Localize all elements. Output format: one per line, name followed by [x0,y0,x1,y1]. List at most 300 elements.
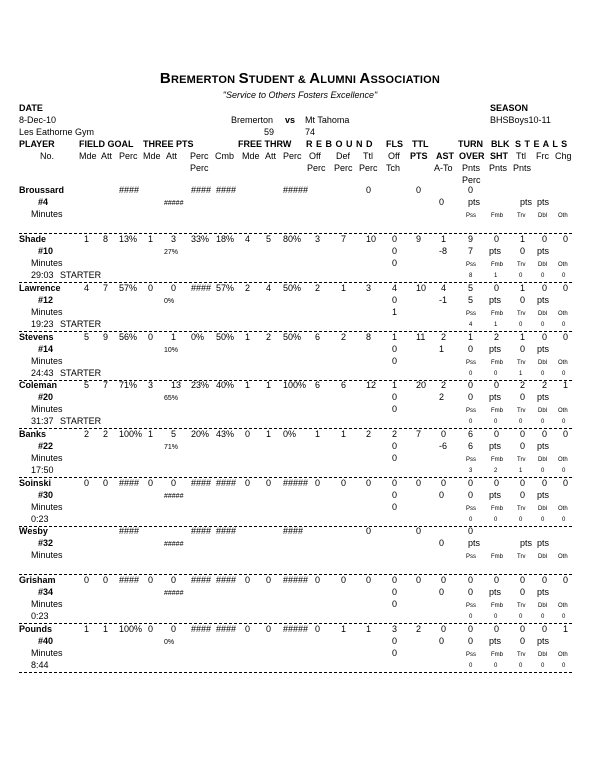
minutes-label: Minutes [31,307,63,317]
fg-made: 5 [84,380,90,390]
three-share: ##### [164,590,184,597]
starter-flag: STARTER [60,270,102,280]
three-percent: #### [191,283,212,293]
block-points: pts [489,490,502,500]
fmb-value: 2 [494,468,498,474]
block-points: pts [489,587,502,597]
total-points: 10 [416,283,427,293]
steals-ttl: 0 [520,429,526,439]
reb-ttl: 12 [366,380,377,390]
three-attempts: 1 [171,332,177,342]
col-ttl-pts-1: TTL [412,139,429,149]
steals-ttl: 0 [520,575,526,585]
player-number: #14 [38,344,54,354]
steals-chg: 0 [563,575,569,585]
dbl-label: Dbl [538,360,548,366]
ft-made: 0 [245,429,251,439]
trv-label: Trv [517,457,526,463]
oth-value: 0 [562,273,566,279]
oth-label: Oth [558,554,568,560]
pss-value: 0 [469,517,473,523]
fmb-value: 0 [494,371,498,377]
reb-off: 2 [315,283,321,293]
assist-to: 0 [439,538,445,548]
dbl-label: Dbl [538,213,548,219]
ft-attempts: 1 [266,380,272,390]
three-made: 1 [148,234,154,244]
oth-label: Oth [558,360,568,366]
combined-percent: #### [216,185,237,195]
player-name: Stevens [19,332,54,342]
trv-value: 0 [519,273,523,279]
minutes-label: Minutes [31,502,63,512]
col-reb-def: Def [336,151,351,161]
col-sht: SHT [490,151,508,161]
col-player: PLAYER [19,139,55,149]
total-points: 0 [416,478,422,488]
three-percent: 20% [191,429,210,439]
player-name: Pounds [19,624,52,634]
col-ttl-pts-2: PTS [410,151,428,161]
ft-attempts: 0 [266,478,272,488]
steal-pts-label: pts [537,197,550,207]
player-name: Broussard [19,185,65,195]
fouls-off: 0 [392,490,398,500]
three-share: 0% [164,639,175,646]
three-attempts: 5 [171,429,177,439]
fmb-label: Fmb [491,652,503,658]
oth-label: Oth [558,408,568,414]
pss-label: Pss [466,408,477,414]
three-share: 27% [164,249,179,256]
assists: 2 [441,380,447,390]
minutes-played: 0:23 [31,611,49,621]
col-three-pts: THREE PTS [143,139,194,149]
fouls-touch: 0 [392,356,398,366]
ft-made: 1 [245,332,251,342]
ft-made: 0 [245,575,251,585]
fmb-label: Fmb [491,311,503,317]
col-fg-att: Att [101,151,113,161]
trv-value: 1 [519,468,523,474]
trv-value: 0 [519,419,523,425]
assist-to: -8 [439,246,448,256]
block-points: pts [489,344,502,354]
player-block-shade [0,235,600,284]
reb-def: 0 [341,478,347,488]
ft-percent: #### [283,526,304,536]
minutes-label: Minutes [31,453,63,463]
minutes-played: 8:44 [31,660,49,670]
oth-label: Oth [558,213,568,219]
turnover-points: 0 [468,636,474,646]
col-fls: FLS [386,139,403,149]
total-points: 20 [416,380,427,390]
steals-chg: 1 [563,624,569,634]
oth-value: 0 [562,419,566,425]
combined-percent: #### [216,575,237,585]
minutes-played: 0:23 [31,514,49,524]
blocks: 0 [494,624,500,634]
three-percent: #### [191,185,212,195]
turnovers: 0 [468,575,474,585]
fmb-label: Fmb [491,506,503,512]
pss-label: Pss [466,554,477,560]
reb-def: 0 [341,575,347,585]
fmb-label: Fmb [491,262,503,268]
steals-chg: 0 [563,283,569,293]
minutes-label: Minutes [31,599,63,609]
col-tp-att: Att [166,151,178,161]
player-name: Banks [19,429,47,439]
fouls: 4 [392,283,398,293]
player-number: #4 [38,197,49,207]
oth-label: Oth [558,262,568,268]
minutes-label: Minutes [31,648,63,658]
combined-percent: 40% [216,380,235,390]
reb-def: 7 [341,234,347,244]
ft-percent: 50% [283,332,302,342]
col-no: No. [40,151,55,161]
reb-ttl: 2 [366,429,372,439]
blocks: 0 [494,234,500,244]
assists: 4 [441,283,447,293]
total-points: 7 [416,429,422,439]
starter-flag: STARTER [60,416,102,426]
three-made: 0 [148,478,154,488]
assist-to: 0 [439,490,445,500]
fg-made: 4 [84,283,90,293]
turnovers: 9 [468,234,474,244]
three-made: 0 [148,624,154,634]
three-made: 0 [148,332,154,342]
player-number: #10 [38,246,54,256]
col-free-throw: FREE THRW [238,139,292,149]
pss-label: Pss [466,603,477,609]
three-percent: 33% [191,234,210,244]
assists: 0 [441,575,447,585]
pss-label: Pss [466,506,477,512]
player-number: #40 [38,636,54,646]
three-attempts: 13 [171,380,182,390]
minutes-label: Minutes [31,550,63,560]
fg-percent: #### [119,575,140,585]
minutes-label: Minutes [31,356,63,366]
col-frc: Frc [536,151,549,161]
blocks: 2 [494,332,500,342]
steals-chg: 0 [563,234,569,244]
player-name: Soinski [19,478,52,488]
fouls: 2 [392,429,398,439]
fmb-label: Fmb [491,603,503,609]
steals-chg: 1 [563,380,569,390]
fouls-off: 0 [392,295,398,305]
three-share: 71% [164,444,179,451]
combined-percent: #### [216,624,237,634]
col-fls-off: Off [388,151,400,161]
season-value: BHSBoys10-11 [490,115,551,125]
turnover-points: 5 [468,295,474,305]
col-ft-perc: Perc [283,151,302,161]
fouls-touch: 0 [392,258,398,268]
pss-label: Pss [466,652,477,658]
trv-label: Trv [517,408,526,414]
dbl-label: Dbl [538,408,548,414]
fouls-touch: 0 [392,404,398,414]
fg-percent: #### [119,478,140,488]
fmb-value: 0 [494,419,498,425]
steals-frc: 0 [542,624,548,634]
assists: 1 [441,234,447,244]
ft-percent: 0% [283,429,297,439]
player-number: #20 [38,392,54,402]
col-stl-pnts: Pnts [513,163,532,173]
steal-pts-label: pts [537,295,550,305]
player-number: #32 [38,538,54,548]
player-block-grisham [0,576,600,625]
date-label: DATE [19,103,43,113]
ft-attempts: 2 [266,332,272,342]
fouls-off: 0 [392,344,398,354]
pss-label: Pss [466,457,477,463]
minutes-label: Minutes [31,404,63,414]
fg-percent: 100% [119,624,143,634]
fg-made: 1 [84,234,90,244]
assist-to: -1 [439,295,448,305]
three-percent: #### [191,575,212,585]
three-made: 1 [148,429,154,439]
fg-made: 1 [84,624,90,634]
fg-attempts: 8 [103,234,109,244]
reb-off: 1 [315,429,321,439]
reb-off: 0 [315,624,321,634]
steals-frc: 0 [542,283,548,293]
player-name: Coleman [19,380,58,390]
ft-attempts: 5 [266,234,272,244]
col-fg-perc: Perc [119,151,138,161]
pss-value: 3 [469,468,473,474]
fouls-touch: 1 [392,307,398,317]
player-block-coleman [0,381,600,430]
reb-off: 0 [315,478,321,488]
reb-off: 3 [315,234,321,244]
fg-attempts: 0 [103,575,109,585]
ft-percent: ##### [283,185,309,195]
steal-pts-label: pts [537,392,550,402]
fmb-value: 1 [494,322,498,328]
steals-frc: 0 [542,575,548,585]
oth-value: 0 [562,468,566,474]
three-attempts: 0 [171,283,177,293]
assists: 0 [441,429,447,439]
fmb-label: Fmb [491,457,503,463]
dbl-value: 0 [541,273,545,279]
fg-made: 0 [84,575,90,585]
vs-label: vs [285,115,296,125]
col-over-perc: Perc [462,175,481,185]
oth-label: Oth [558,311,568,317]
combined-percent: 43% [216,429,235,439]
col-tp-perc-2: Perc [190,163,209,173]
pss-value: 0 [469,419,473,425]
fouls: 0 [392,478,398,488]
steal-pts-label: pts [537,246,550,256]
reb-ttl: 1 [366,624,372,634]
oth-value: 0 [562,371,566,377]
steal-points: pts [520,197,533,207]
col-reb-ttl: Ttl [363,151,373,161]
steals-ttl: 2 [520,380,526,390]
ft-made: 1 [245,380,251,390]
player-block-lawrence [0,284,600,333]
fg-percent: 100% [119,429,143,439]
player-name: Shade [19,234,47,244]
steals-frc: 0 [542,429,548,439]
three-made: 0 [148,283,154,293]
player-number: #34 [38,587,54,597]
reb-def: 6 [341,380,347,390]
reb-off: 0 [315,575,321,585]
col-field-goal: FIELD GOAL [79,139,134,149]
steals-ttl: 0 [520,624,526,634]
pss-label: Pss [466,311,477,317]
fmb-label: Fmb [491,408,503,414]
trv-label: Trv [517,603,526,609]
steal-points: 0 [520,636,526,646]
fouls-touch: 0 [392,502,398,512]
turnovers: 0 [468,478,474,488]
col-ft-att: Att [265,151,277,161]
blocks: 0 [494,429,500,439]
trv-label: Trv [517,506,526,512]
steals-frc: 0 [542,234,548,244]
col-over: OVER [459,151,485,161]
turnover-points: pts [468,197,481,207]
turnovers: 5 [468,283,474,293]
turnover-points: 0 [468,490,474,500]
association-motto: "Service to Others Fosters Excellence" [222,90,378,100]
ft-made: 4 [245,234,251,244]
pss-label: Pss [466,262,477,268]
ft-attempts: 0 [266,624,272,634]
trv-label: Trv [517,311,526,317]
block-points: pts [489,246,502,256]
steals-frc: 2 [542,380,548,390]
player-name: Wesby [19,526,48,536]
ft-percent: 50% [283,283,302,293]
steal-points: 0 [520,441,526,451]
fg-attempts: 7 [103,380,109,390]
trv-label: Trv [517,652,526,658]
player-block-pounds [0,625,600,674]
fg-attempts: 1 [103,624,109,634]
player-block-banks [0,430,600,479]
turnover-points: 7 [468,246,474,256]
turnover-points: 0 [468,392,474,402]
steal-points: 0 [520,295,526,305]
oth-label: Oth [558,652,568,658]
fouls-touch: 0 [392,599,398,609]
total-points: 9 [416,234,422,244]
ft-attempts: 1 [266,429,272,439]
fouls-touch: 0 [392,648,398,658]
game-date: 8-Dec-10 [19,115,57,125]
trv-value: 0 [519,663,523,669]
reb-ttl: 0 [366,185,372,195]
blocks: 0 [494,283,500,293]
reb-def: 2 [341,332,347,342]
steal-points: 0 [520,246,526,256]
player-name: Grisham [19,575,56,585]
col-cmb: Cmb [215,151,235,161]
assists: 0 [441,624,447,634]
total-points: 0 [416,575,422,585]
player-block-broussard [0,186,600,235]
three-share: ##### [164,493,184,500]
assist-to: 0 [439,636,445,646]
three-percent: #### [191,478,212,488]
col-stl-ttl: Ttl [516,151,526,161]
total-points: 0 [416,185,422,195]
pss-value: 0 [469,371,473,377]
three-share: ##### [164,200,184,207]
steals-chg: 0 [563,429,569,439]
ft-attempts: 0 [266,575,272,585]
player-number: #22 [38,441,54,451]
col-ft-mde: Mde [242,151,260,161]
three-attempts: 0 [171,478,177,488]
fmb-label: Fmb [491,554,503,560]
fg-percent: 13% [119,234,138,244]
steal-points: 0 [520,587,526,597]
season-label: SEASON [490,103,529,113]
steal-points: 0 [520,392,526,402]
col-tp-perc: Perc [190,151,209,161]
three-share: 0% [164,298,175,305]
turnovers: 0 [468,624,474,634]
fouls-off: 0 [392,587,398,597]
fmb-value: 0 [494,614,498,620]
player-name: Lawrence [19,283,61,293]
trv-label: Trv [517,360,526,366]
player-block-stevens [0,333,600,382]
fg-attempts: 0 [103,478,109,488]
pss-value: 8 [469,273,473,279]
fouls-off: 0 [392,392,398,402]
col-fls-tch: Tch [386,163,401,173]
turnovers: 0 [468,185,474,195]
dbl-value: 0 [541,419,545,425]
fouls: 3 [392,624,398,634]
pss-value: 4 [469,322,473,328]
steal-points: pts [520,538,533,548]
turnovers: 0 [468,380,474,390]
blocks: 0 [494,380,500,390]
turnovers: 6 [468,429,474,439]
three-made: 3 [148,380,154,390]
fg-made: 2 [84,429,90,439]
col-steals: S T E A L S [515,139,568,149]
reb-ttl: 0 [366,478,372,488]
block-points: pts [489,392,502,402]
reb-ttl: 0 [366,526,372,536]
col-fg-mde: Mde [79,151,97,161]
fg-percent: 56% [119,332,138,342]
fouls-off: 0 [392,636,398,646]
oth-label: Oth [558,603,568,609]
dbl-label: Dbl [538,506,548,512]
pss-label: Pss [466,213,477,219]
